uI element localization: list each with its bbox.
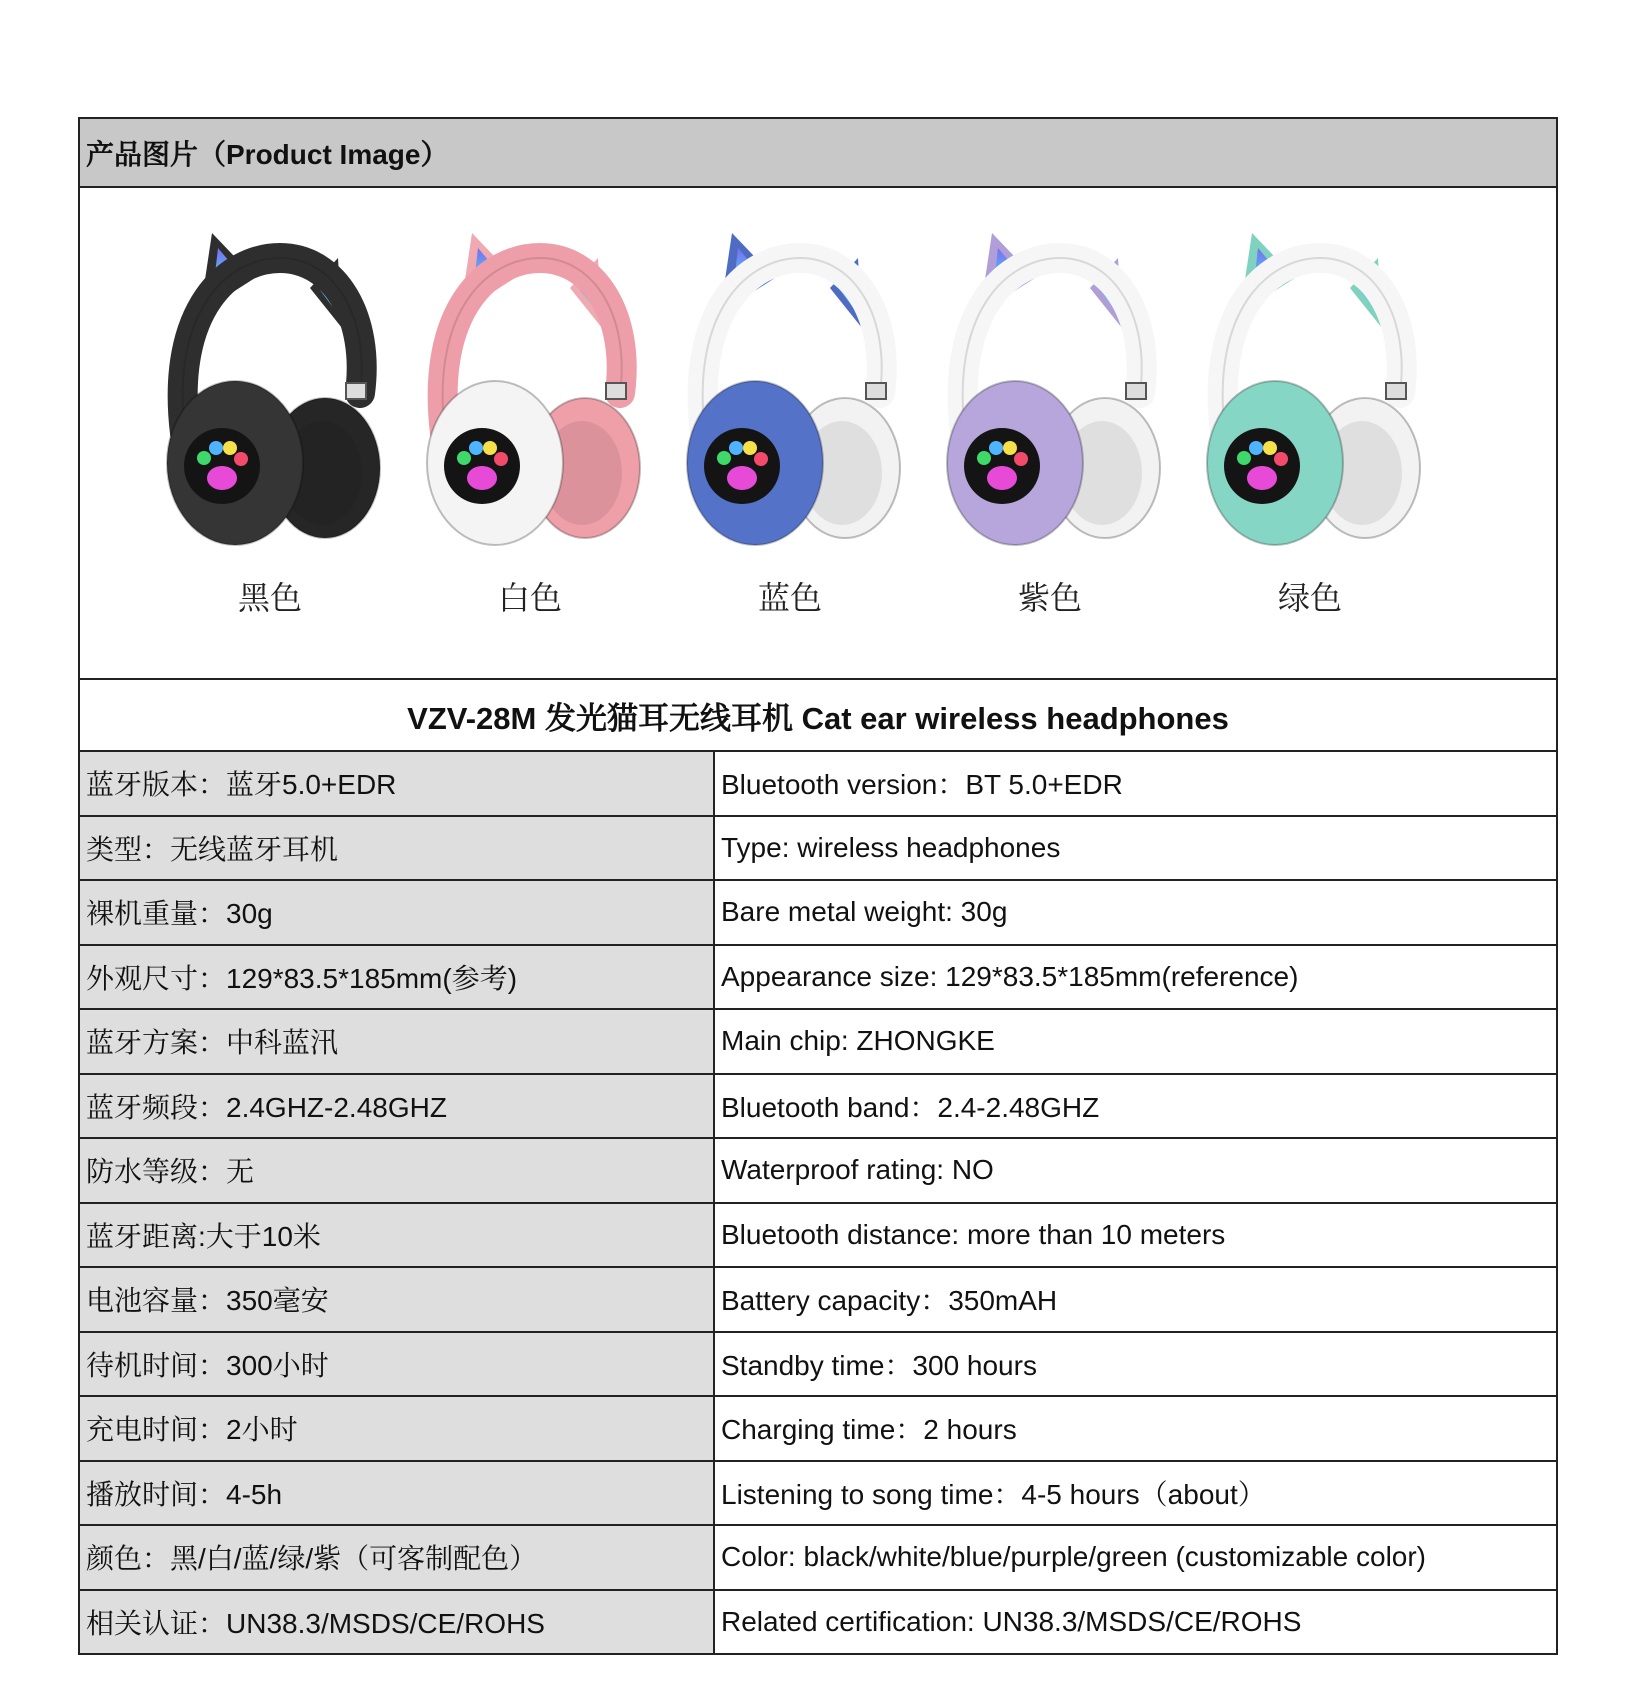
spec-en: Charging time：2 hours bbox=[721, 1414, 1017, 1446]
variant-color-label: 紫色 bbox=[1017, 580, 1082, 616]
spec-cn: 颜色：黑/白/蓝/绿/紫（可客制配色） bbox=[80, 1526, 715, 1589]
spec-cn: 蓝牙版本：蓝牙5.0+EDR bbox=[80, 752, 715, 815]
spec-en: Bluetooth version：BT 5.0+EDR bbox=[721, 769, 1123, 801]
spec-en: Main chip: ZHONGKE bbox=[721, 1025, 995, 1057]
spec-table bbox=[80, 752, 1556, 1653]
spec-cn: 类型：无线蓝牙耳机 bbox=[80, 817, 715, 880]
spec-row bbox=[80, 1268, 1556, 1333]
spec-cn: 蓝牙频段：2.4GHZ-2.48GHZ bbox=[80, 1075, 715, 1138]
spec-row bbox=[80, 1010, 1556, 1075]
spec-row bbox=[80, 752, 1556, 817]
spec-en: Type: wireless headphones bbox=[721, 831, 1061, 863]
spec-sheet bbox=[78, 117, 1558, 1655]
variant-color-label: 蓝色 bbox=[757, 580, 822, 616]
spec-cn: 充电时间：2小时 bbox=[80, 1397, 715, 1460]
spec-row bbox=[80, 946, 1556, 1011]
spec-row bbox=[80, 1139, 1556, 1204]
product-variant bbox=[680, 218, 940, 618]
headphones-image bbox=[940, 218, 1170, 558]
headphones-image bbox=[160, 218, 390, 558]
spec-en: Battery capacity：350mAH bbox=[721, 1285, 1058, 1317]
spec-cn: 蓝牙距离:大于10米 bbox=[80, 1204, 715, 1267]
spec-cn: 防水等级：无 bbox=[80, 1139, 715, 1202]
spec-row bbox=[80, 1591, 1556, 1654]
headphones-image bbox=[680, 218, 910, 558]
variant-color-label: 白色 bbox=[497, 580, 562, 616]
spec-cn: 相关认证：UN38.3/MSDS/CE/ROHS bbox=[80, 1591, 715, 1654]
product-title: VZV-28M 发光猫耳无线耳机 Cat ear wireless headphones bbox=[80, 680, 1556, 752]
spec-en: Bare metal weight: 30g bbox=[721, 896, 1008, 928]
spec-cn: 电池容量：350毫安 bbox=[80, 1268, 715, 1331]
spec-row bbox=[80, 1075, 1556, 1140]
spec-en: Bluetooth distance: more than 10 meters bbox=[721, 1218, 1226, 1250]
spec-en: Standby time：300 hours bbox=[721, 1349, 1037, 1381]
spec-cn: 待机时间：300小时 bbox=[80, 1333, 715, 1396]
variant-color-label: 绿色 bbox=[1277, 580, 1342, 616]
spec-row bbox=[80, 1333, 1556, 1398]
spec-en: Appearance size: 129*83.5*185mm(reference) bbox=[721, 960, 1299, 992]
spec-cn: 裸机重量：30g bbox=[80, 881, 715, 944]
product-variant bbox=[1200, 218, 1460, 618]
spec-cn: 外观尺寸：129*83.5*185mm(参考) bbox=[80, 946, 715, 1009]
headphones-image bbox=[1200, 218, 1430, 558]
spec-en: Listening to song time：4-5 hours（about） bbox=[721, 1478, 1266, 1510]
spec-cn: 播放时间：4-5h bbox=[80, 1462, 715, 1525]
spec-en: Bluetooth band：2.4-2.48GHZ bbox=[721, 1091, 1100, 1123]
spec-row bbox=[80, 1397, 1556, 1462]
spec-row bbox=[80, 817, 1556, 882]
spec-cn: 蓝牙方案：中科蓝汛 bbox=[80, 1010, 715, 1073]
spec-row bbox=[80, 1526, 1556, 1591]
spec-row bbox=[80, 881, 1556, 946]
spec-en: Related certification: UN38.3/MSDS/CE/ROHS bbox=[721, 1605, 1302, 1637]
product-variant bbox=[160, 218, 420, 618]
product-variant bbox=[940, 218, 1200, 618]
variant-color-label: 黑色 bbox=[237, 580, 302, 616]
spec-row bbox=[80, 1462, 1556, 1527]
headphones-image bbox=[420, 218, 650, 558]
spec-en: Waterproof rating: NO bbox=[721, 1154, 994, 1186]
product-variant bbox=[420, 218, 680, 618]
spec-en: Color: black/white/blue/purple/green (customizable color) bbox=[721, 1541, 1427, 1573]
spec-row bbox=[80, 1204, 1556, 1269]
product-gallery bbox=[80, 188, 1556, 680]
section-header: 产品图片（Product Image） bbox=[80, 119, 1556, 188]
